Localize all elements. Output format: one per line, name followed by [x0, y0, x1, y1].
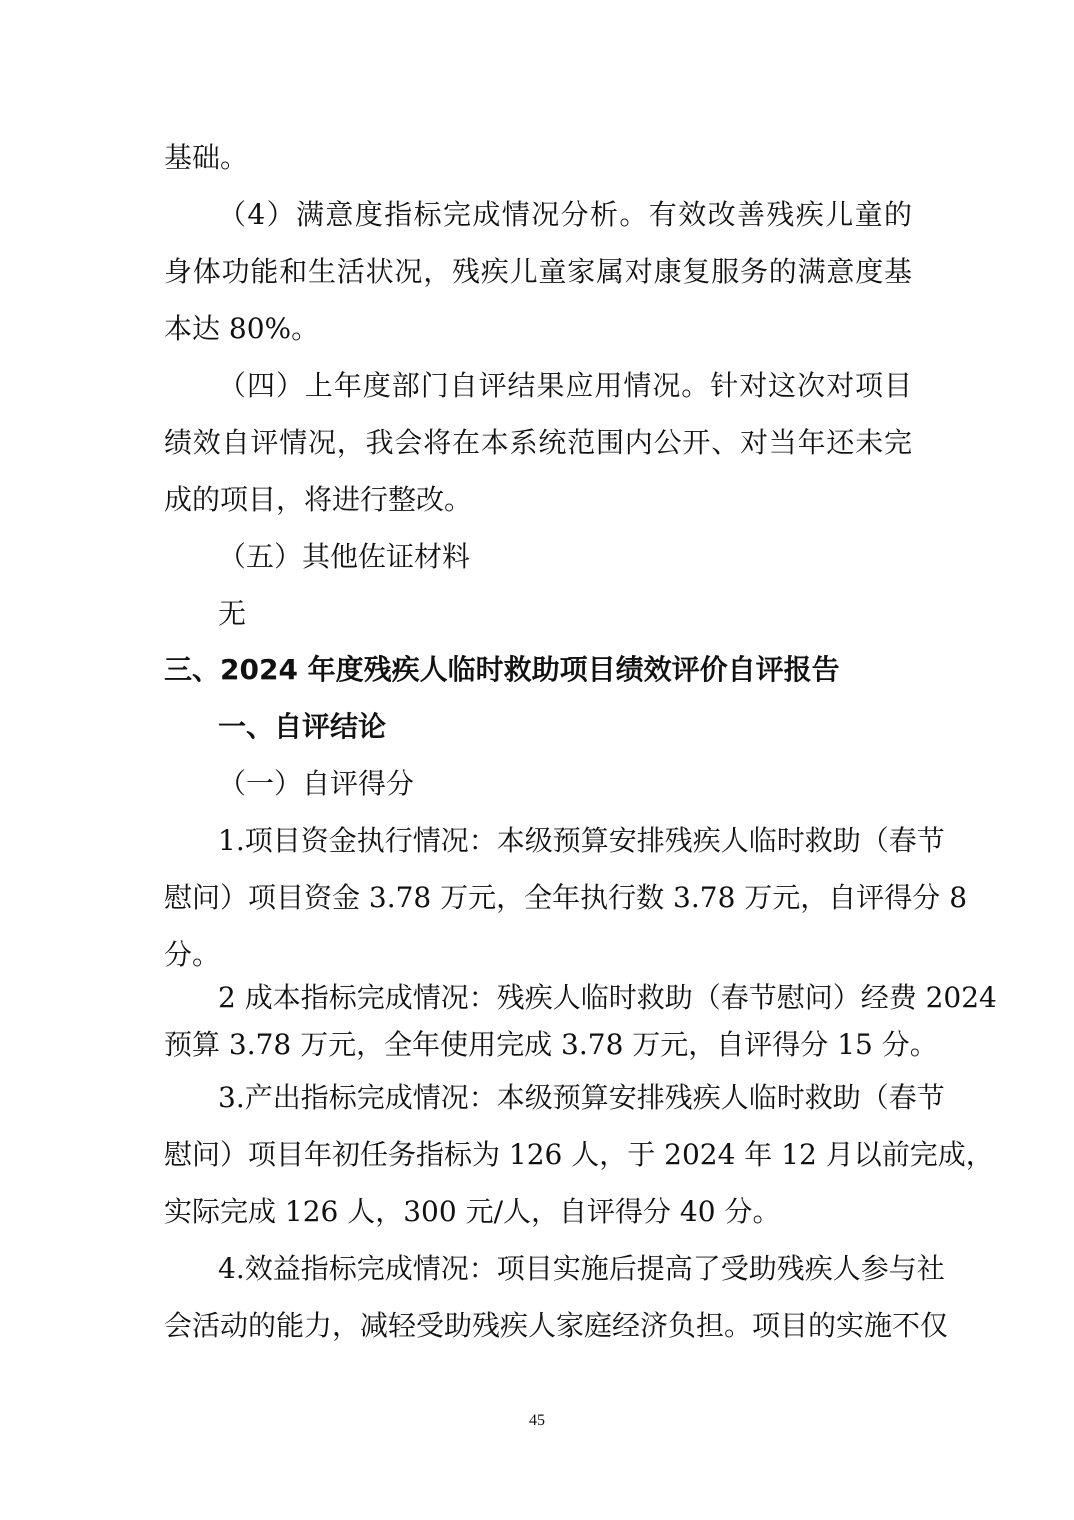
text-line: 1.项目资金执行情况：本级预算安排残疾人临时救助（春节 — [218, 824, 945, 857]
text-line: 会活动的能力，减轻受助残疾人家庭经济负担。项目的实施不仅 — [164, 1309, 949, 1342]
page-number: 45 — [529, 1412, 545, 1429]
text-line: 成的项目，将进行整改。 — [164, 483, 473, 516]
text-line: 4.效益指标完成情况：项目实施后提高了受助残疾人参与社 — [218, 1252, 945, 1285]
text-line: 实际完成 126 人，300 元/人，自评得分 40 分。 — [164, 1195, 781, 1228]
text-line: 无 — [218, 597, 247, 630]
text-line: （一）自评得分 — [218, 767, 415, 800]
subsection-heading: 一、自评结论 — [218, 710, 387, 743]
text-line: 基础。 — [164, 141, 249, 174]
section-heading: 三、2024 年度残疾人临时救助项目绩效评价自评报告 — [164, 653, 840, 686]
text-line: 慰问）项目年初任务指标为 126 人，于 2024 年 12 月以前完成， — [164, 1138, 994, 1171]
text-line: 分。 — [164, 938, 221, 971]
text-line: 身体功能和生活状况，残疾儿童家属对康复服务的满意度基 — [164, 255, 912, 288]
text-line: 本达 80%。 — [164, 312, 320, 345]
text-line: （四）上年度部门自评结果应用情况。针对这次对项目 — [218, 369, 912, 402]
text-line: 3.产出指标完成情况：本级预算安排残疾人临时救助（春节 — [218, 1081, 945, 1114]
text-line: 预算 3.78 万元，全年使用完成 3.78 万元，自评得分 15 分。 — [164, 1028, 938, 1061]
text-line: （五）其他佐证材料 — [218, 540, 471, 573]
text-line: 慰问）项目资金 3.78 万元，全年执行数 3.78 万元，自评得分 8 — [164, 881, 968, 914]
text-line: （4）满意度指标完成情况分析。有效改善残疾儿童的 — [218, 198, 912, 231]
text-line: 2 成本指标完成情况：残疾人临时救助（春节慰问）经费 2024 — [218, 981, 997, 1014]
text-line: 绩效自评情况，我会将在本系统范围内公开、对当年还未完 — [164, 426, 912, 459]
